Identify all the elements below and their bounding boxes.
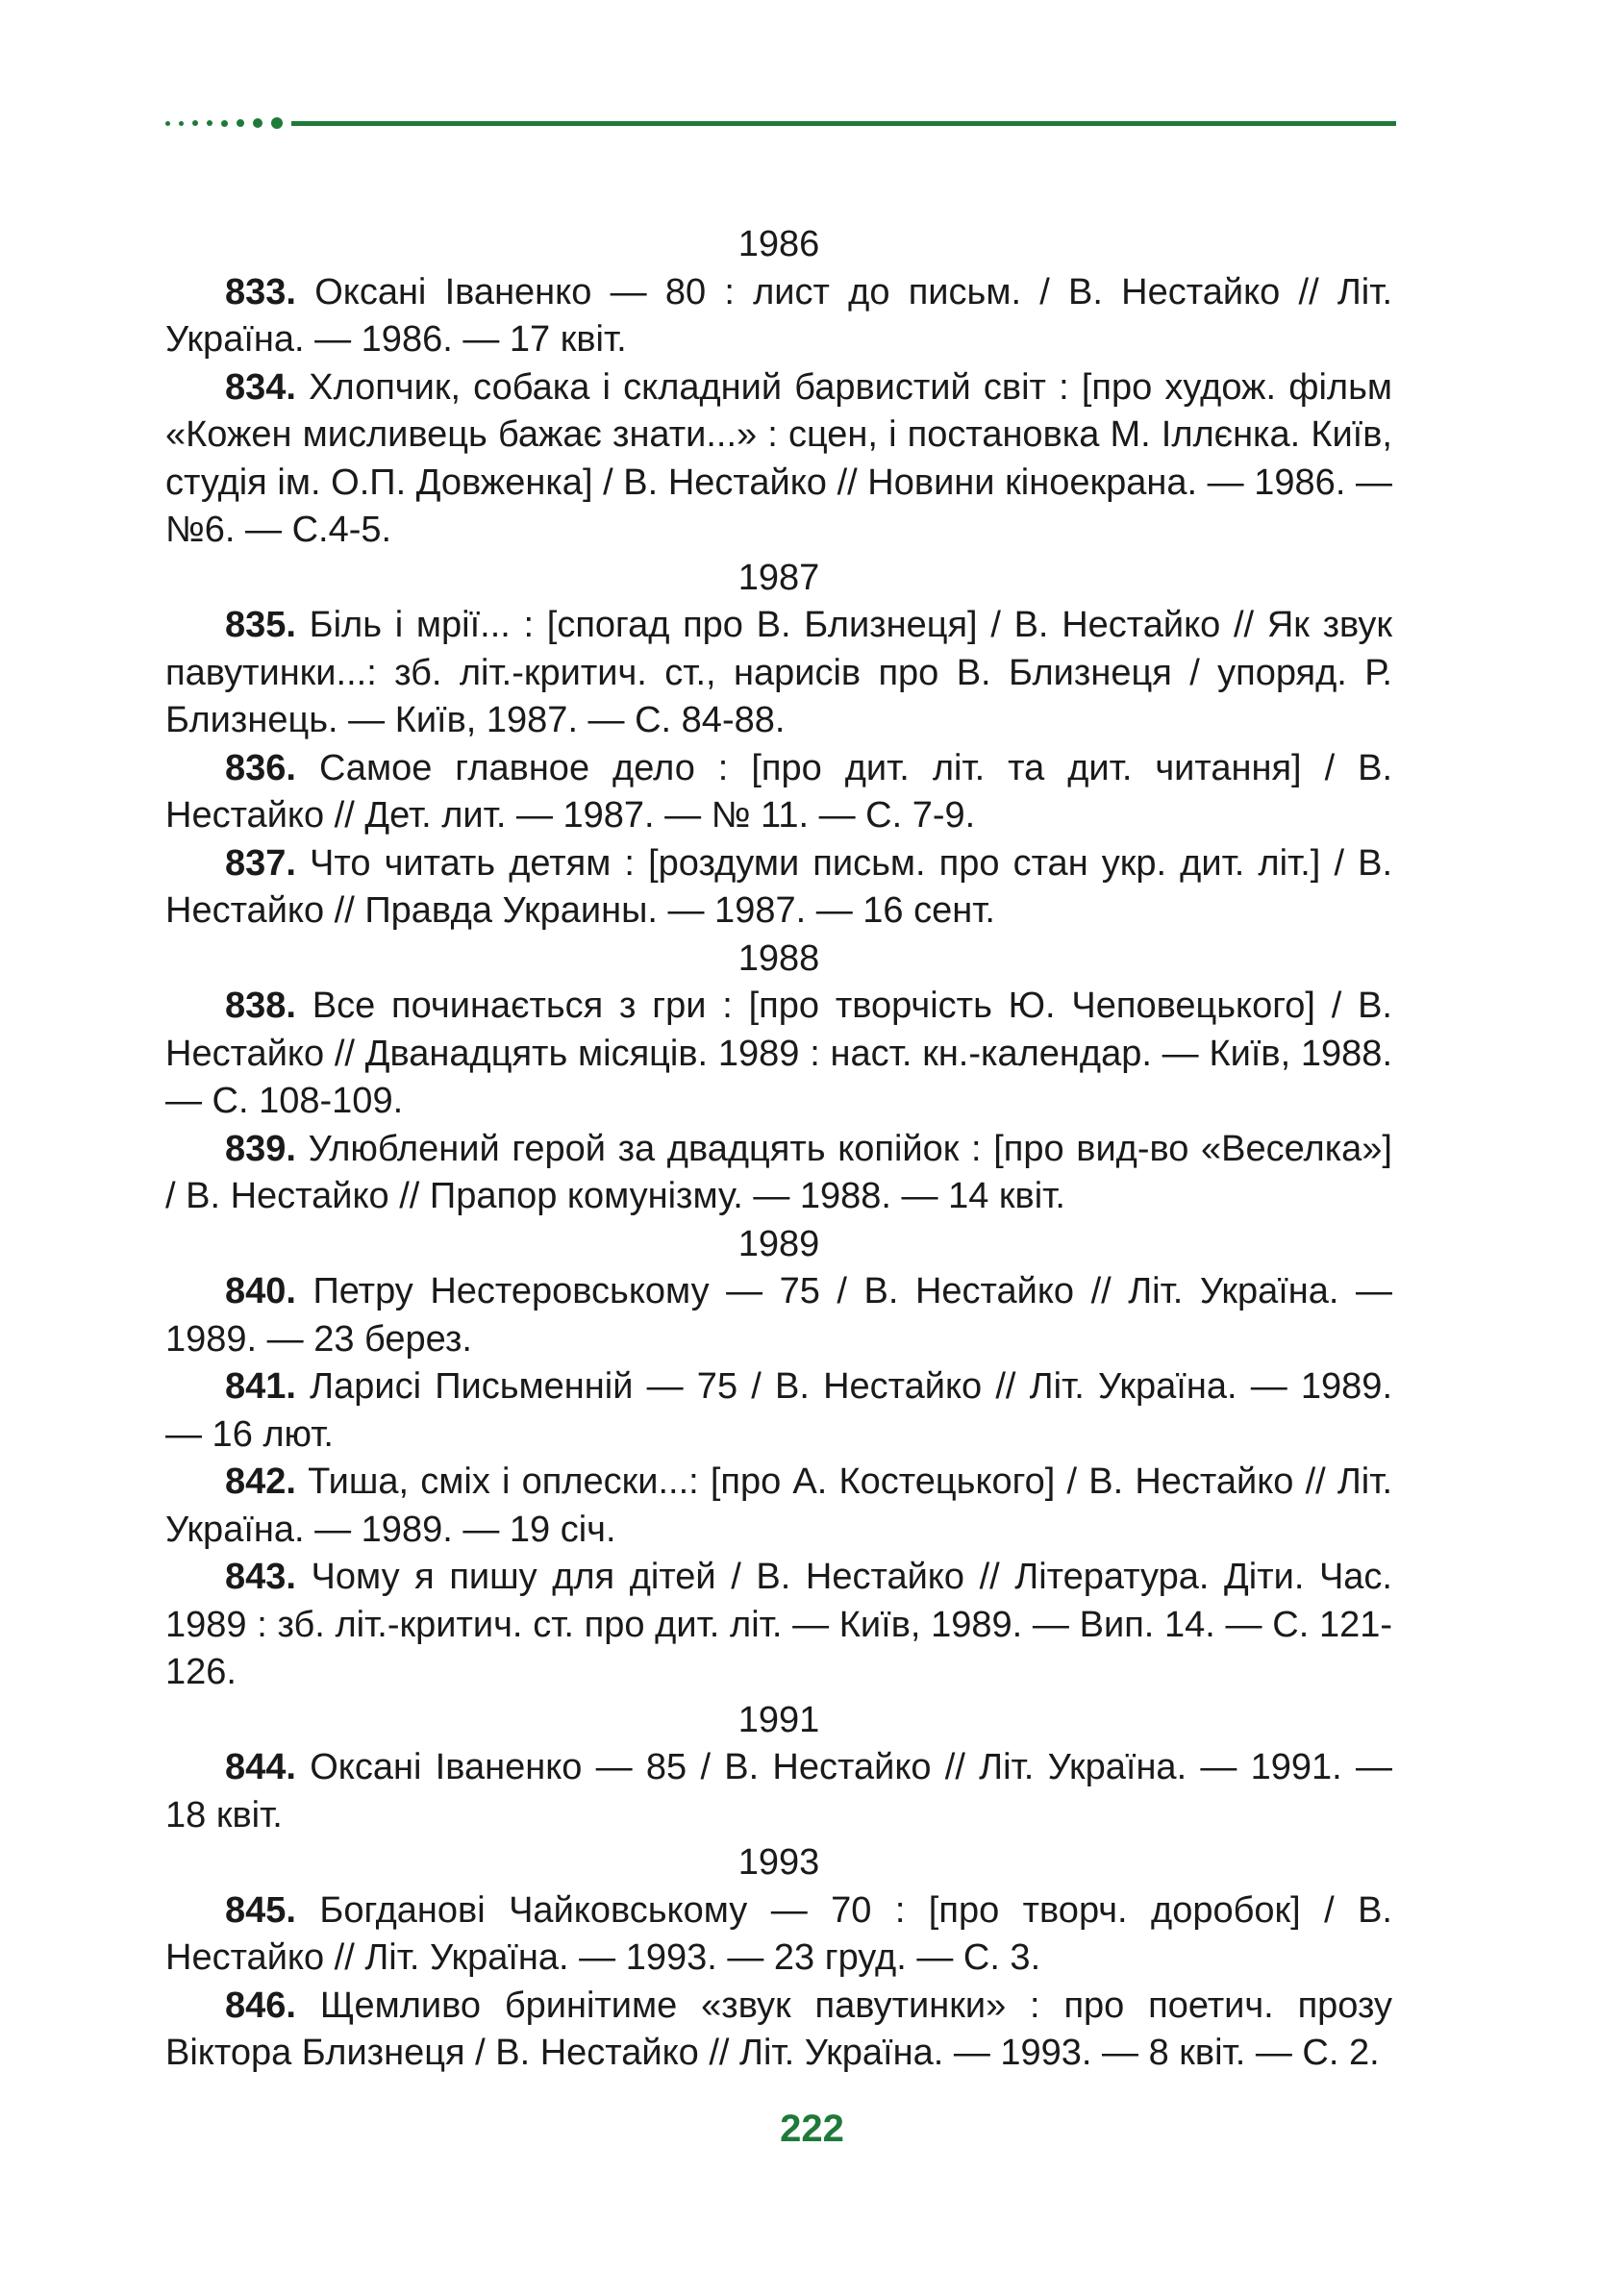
header-dot	[271, 117, 283, 129]
entry-text: Щемливо бринітиме «звук павутинки» : про поетич. прозу Віктора Близнеця / В. Нестайко // Літ. Україна. — 1993. — 8 квіт. — С. 2.	[165, 1985, 1392, 2073]
header-dot	[237, 119, 244, 127]
year-heading: 1988	[737, 937, 820, 979]
bibliography-entry	[165, 364, 1392, 555]
header-dot	[221, 120, 228, 127]
entry-number: 846.	[225, 1985, 296, 2026]
year-heading: 1989	[737, 1223, 820, 1264]
entry-text: Хлопчик, собака і складний барвистий світ : [про худож. фільм «Кожен мисливець бажає знати...» : сцен, і постановка М. Іллєнка. Київ, студія ім. О.П. Довженка] / В. Нестайко // Новини кіноекрана. — 1986. — №6. — С.4-5.	[165, 366, 1392, 550]
entry-text: Все починається з гри : [про творчість Ю. Чеповецького] / В. Нестайко // Дванадцять місяців. 1989 : наст. кн.-календар. — Київ, 1988. — С. 108-109.	[165, 986, 1392, 1121]
entry-text: Петру Нестеровському — 75 / В. Нестайко // Літ. Україна. — 1989. — 23 берез.	[165, 1271, 1392, 1360]
year-heading: 1993	[737, 1842, 820, 1883]
header-rule	[165, 113, 1396, 133]
bibliography-entry	[165, 1268, 1392, 1363]
bibliography-entry	[165, 1363, 1392, 1459]
entry-number: 841.	[225, 1366, 296, 1407]
entry-number: 844.	[225, 1747, 296, 1787]
entry-number: 834.	[225, 366, 296, 408]
bibliography-entry	[165, 1126, 1392, 1221]
header-dot	[192, 120, 198, 126]
entry-text: Улюблений герой за двадцять копійок : [про вид-во «Веселка»] / В. Нестайко // Прапор комунізму. — 1988. — 14 квіт.	[165, 1128, 1392, 1216]
entry-number: 835.	[225, 605, 296, 645]
bibliography-entry	[165, 983, 1392, 1126]
bibliography-entry	[165, 1887, 1392, 1983]
year-heading: 1991	[737, 1699, 820, 1740]
entry-text: Ларисі Письменній — 75 / В. Нестайко // Літ. Україна. — 1989. — 16 лют.	[165, 1366, 1392, 1455]
header-dot	[165, 121, 170, 126]
entry-number: 843.	[225, 1557, 296, 1597]
entry-number: 833.	[225, 271, 296, 312]
bibliography-entry	[165, 1983, 1392, 2078]
entry-number: 838.	[225, 986, 296, 1026]
entry-number: 840.	[225, 1271, 296, 1311]
entry-text: Самое главное дело : [про дит. літ. та дит. читання] / В. Нестайко // Дет. лит. — 1987. — № 11. — С. 7-9.	[165, 747, 1392, 836]
entry-number: 845.	[225, 1889, 296, 1931]
bibliography-entry	[165, 745, 1392, 840]
entry-text: Оксані Іваненко — 80 : лист до письм. / В. Нестайко // Літ. Україна. — 1986. — 17 квіт.	[165, 271, 1392, 360]
bibliography-entry	[165, 1459, 1392, 1554]
entry-text: Тиша, сміх і оплески...: [про А. Костецького] / В. Нестайко // Літ. Україна. — 1989. — 19 січ.	[165, 1461, 1392, 1550]
year-heading: 1987	[737, 557, 820, 598]
bibliography-entry	[165, 840, 1392, 936]
header-dot	[253, 118, 262, 128]
bibliography-list	[165, 221, 1392, 2078]
entry-number: 839.	[225, 1128, 296, 1169]
bibliography-entry	[165, 1744, 1392, 1839]
entry-text: Что читать детям : [роздуми письм. про стан укр. дит. літ.] / В. Нестайко // Правда Украины. — 1987. — 16 сент.	[165, 842, 1392, 931]
entry-text: Оксані Іваненко — 85 / В. Нестайко // Літ. Україна. — 1991. — 18 квіт.	[165, 1747, 1392, 1835]
header-dot	[207, 120, 212, 126]
page-number: 222	[780, 2108, 844, 2150]
entry-number: 842.	[225, 1461, 296, 1502]
year-heading: 1986	[737, 224, 820, 264]
bibliography-entry	[165, 269, 1392, 364]
entry-text: Богданові Чайковському — 70 : [про творч. доробок] / В. Нестайко // Літ. Україна. — 1993. — 23 груд. — С. 3.	[165, 1889, 1392, 1978]
entry-text: Біль і мрії... : [спогад про В. Близнеця] / В. Нестайко // Як звук павутинки...: зб. літ.-критич. ст., нарисів про В. Близнеця / упоряд. Р. Близнець. — Київ, 1987. — С. 84-88.	[165, 605, 1392, 740]
bibliography-entry	[165, 602, 1392, 745]
header-dots	[165, 117, 283, 129]
header-dot	[179, 121, 184, 126]
bibliography-entry	[165, 1554, 1392, 1697]
header-line	[291, 121, 1396, 126]
entry-number: 837.	[225, 842, 296, 884]
entry-number: 836.	[225, 747, 296, 788]
entry-text: Чому я пишу для дітей / В. Нестайко // Література. Діти. Час. 1989 : зб. літ.-критич. ст. про дит. літ. — Київ, 1989. — Вип. 14. — С. 121-126.	[165, 1557, 1392, 1692]
